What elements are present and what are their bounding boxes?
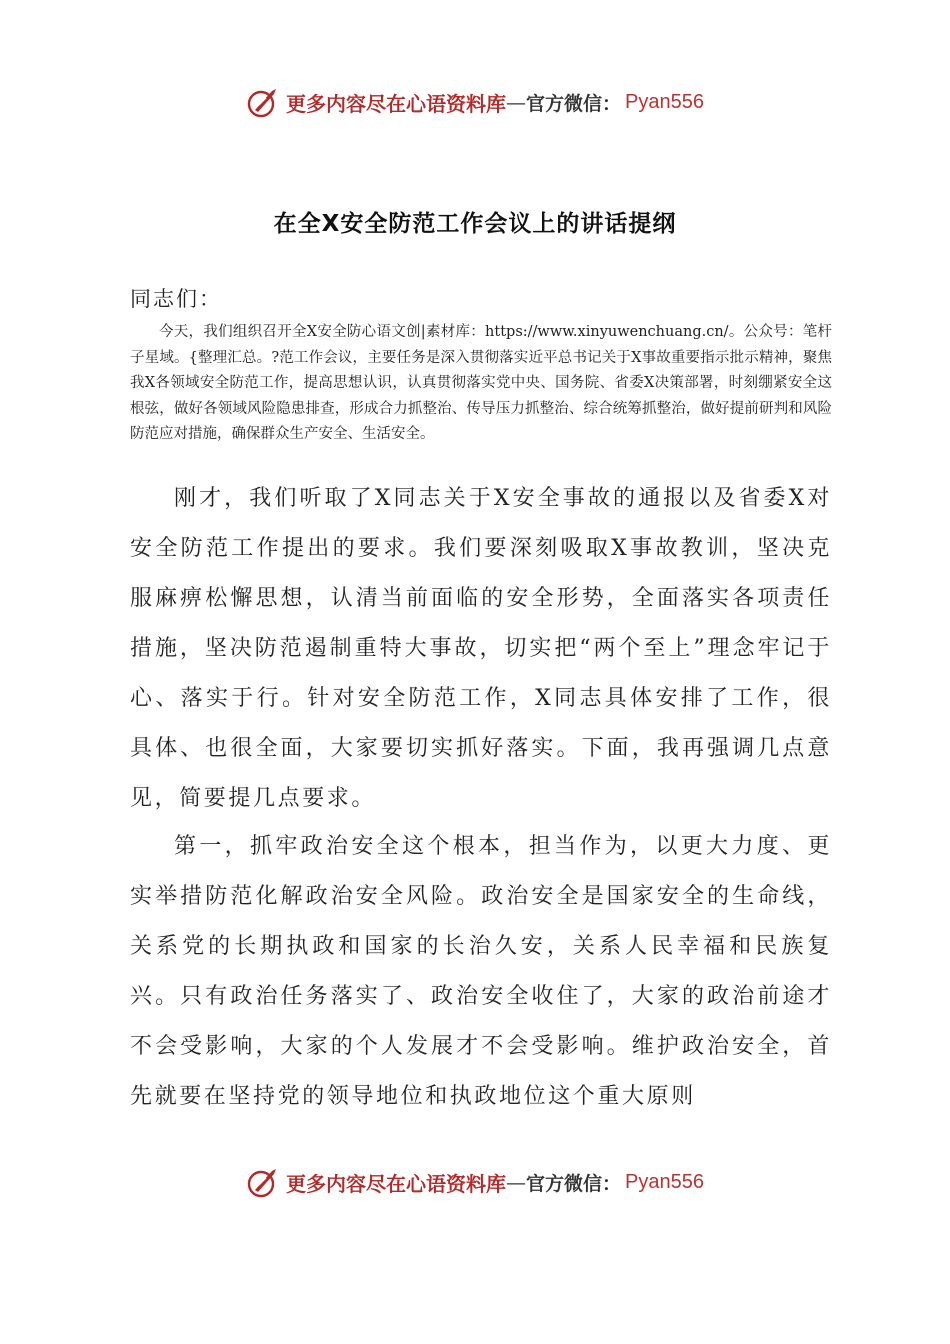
watermark-banner-top [0, 80, 950, 124]
watermark-dash: — [506, 90, 526, 114]
salutation: 同志们： [130, 287, 222, 311]
body-paragraph: 第一，抓牢政治安全这个根本，担当作为，以更大力度、更实举措防范化解政治安全风险。政治安全是国家安全的生命线，关系党的长期执政和国家的长治久安，关系人民幸福和民族复兴。只有政治任务落实了、政治安全收住了，大家的政治前途才不会受影响，大家的个人发展才不会受影响。维护政治安全，首先就要在坚持党的领导地位和执政地位这个重大原则 [130, 834, 832, 1109]
watermark-site-text: 更多内容尽在心语资料库 [286, 91, 506, 116]
watermark-wechat-id: Pyan556 [625, 1170, 704, 1193]
watermark-wechat-label: 官方微信： [526, 1172, 622, 1195]
body-paragraph: 刚才，我们听取了X同志关于X安全事故的通报以及省委X对安全防范工作提出的要求。我们要深刻吸取X事故教训，坚决克服麻痹松懈思想，认清当前面临的安全形势，全面落实各项责任措施，坚决防范遏制重特大事故，切实把“两个至上”理念牢记于心、落实于行。针对安全防范工作，X同志具体安排了工作，很具体、也很全面，大家要切实抓好落实。下面，我再强调几点意见，简要提几点要求。 [130, 486, 832, 811]
watermark-dash: — [506, 1170, 526, 1194]
watermark-site-text: 更多内容尽在心语资料库 [286, 1171, 506, 1196]
intro-paragraph: 今天，我们组织召开全X安全防心语文创|素材库：https://www.xinyuwenchuang.cn/。公众号：笔杆子星域。{整理汇总。?范工作会议，主要任务是深入贯彻落实近平总书记关于X事故重要指示批示精神，聚焦我X各领域安全防范工作，提高思想认识，认真贯彻落实党中央、国务院、省委X决策部署，时刻绷紧安全这根弦，做好各领域风险隐患排查，形成合力抓整治、传导压力抓整治、综合统筹抓整治，做好提前研判和风险防范应对措施，确保群众生产安全、生活安全。 [130, 324, 832, 442]
quill-pen-logo-icon [246, 85, 280, 119]
watermark-wechat-id: Pyan556 [625, 90, 704, 113]
quill-pen-logo-icon [246, 1165, 280, 1199]
watermark-wechat-label: 官方微信： [526, 92, 622, 115]
document-title: 在全X安全防范工作会议上的讲话提纲 [273, 211, 677, 237]
watermark-banner-bottom [0, 1160, 950, 1204]
